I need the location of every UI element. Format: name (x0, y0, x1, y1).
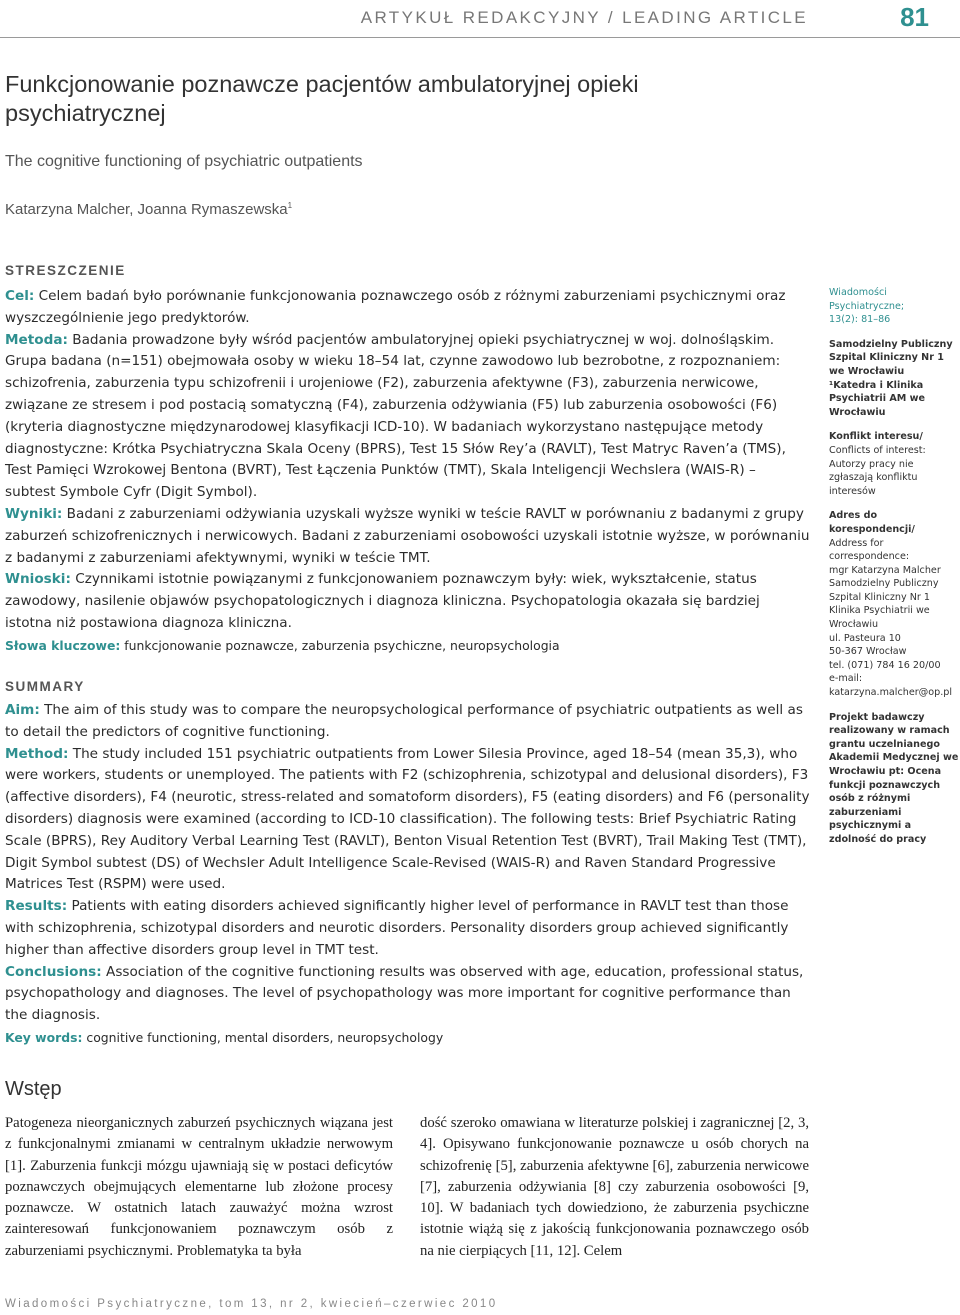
conclusions-text: Association of the cognitive functioning results was observed with age, education, professional status, psychopathology and diagnoses. The level of psychopathology was more important for cognitive performance than the diagnosis. (5, 963, 804, 1024)
abstract-pl-conclusions (5, 569, 810, 634)
author-affiliation-mark: 1 (287, 201, 293, 210)
conflict-text: Autorzy pracy nie zgłaszają konfliktu interesów (829, 458, 918, 497)
abstract-en (5, 700, 810, 1049)
address-heading-en: Address for correspondence: (829, 537, 910, 563)
journal-volume: 13(2): 81–86 (829, 314, 891, 326)
aim-label: Aim: (5, 702, 40, 718)
aim-label: Cel: (5, 288, 35, 304)
correspondence-address (829, 509, 959, 699)
article-title: Funkcjonowanie poznawcze pacjentów ambulatoryjnej opieki psychiatrycznej (5, 71, 639, 126)
method-text: The study included 151 psychiatric outpatients from Lower Silesia Province, aged 18–54 (mean 35,3), who were workers, students or unemployed. The patients with F2 (schizophrenia, schizotypal and delusional disorders), F3 (affective disorders), F4 (neurotic, stress-related and somatoform disorders), F5 (eating disorders) and F6 (personality disorders) diagnosis were examined (according to ICD-10 classification). The following tests: Brief Psychiatric Rating Scale (BPRS), Rey Auditory Verbal Learning Test (RAVLT), Benton Visual Retention Test (BVRT), Trail Making Test (TMT), Digit Symbol subtest (DS) of Wechsler Adult Intelligence Scale-Revised (WAIS-R) and Raven Standard Progressive Matrices Test (RSPM) were used. (5, 745, 810, 893)
intro-heading: Wstęp (5, 1078, 62, 1100)
conclusions-label: Conclusions: (5, 963, 102, 980)
affiliation-2: ¹Katedra i Klinika Psychiatrii AM we Wrocławiu (829, 379, 926, 418)
intro-column-2: dość szeroko omawiana w literaturze polskiej i zagranicznej [2, 3, 4]. Opisywano funkcjonowanie poznawcze u osób chorych na schizofrenię [5], zaburzenia afektywne [6], zaburzenia nerwicowe [7], zaburzenia odżywiania [8] czy zaburzenia osobowości [9, 10]. W badaniach tych dowiedziono, że zaburzenia psychiczne istotnie wiążą się z jakością funkcjonowania poznawczego osób na nie cierpiących [11, 12]. Celem (420, 1115, 809, 1259)
method-label: Metoda: (5, 331, 68, 348)
conclusions-text: Czynnikami istotnie powiązanymi z funkcjonowaniem poznawczym były: wiek, wykształcenie, status zawodowy, nasilenie objawów psychopatologicznych i diagnoza kliniczna. Psychopatologia okazała się bardziej istotna niż postawiona diagnoza kliniczna. (5, 571, 760, 631)
section-label: ARTYKUŁ REDAKCYJNY / LEADING ARTICLE (360, 8, 808, 27)
address-city: 50-367 Wrocław (829, 646, 907, 658)
article-subtitle: The cognitive functioning of psychiatric outpatients (5, 153, 363, 170)
abstract-en-results (5, 896, 810, 961)
conflict-heading-en: Conflicts of interest: (829, 444, 926, 456)
affiliation-1: Samodzielny Publiczny Szpital Kliniczny Nr 1 we Wrocławiu (829, 338, 953, 377)
address-phone: tel. (071) 784 16 20/00 (829, 659, 941, 671)
conflict-heading: Konflikt interesu/ (829, 431, 923, 443)
abstract-pl-heading: STRESZCZENIE (5, 263, 126, 278)
authors-text: Katarzyna Malcher, Joanna Rymaszewska (5, 201, 288, 218)
grant-note (829, 711, 959, 847)
abstract-pl-aim (5, 286, 810, 330)
conclusions-label: Wnioski: (5, 571, 71, 588)
results-text: Badani z zaburzeniami odżywiania uzyskali wyższe wyniki w teście RAVLT w porównaniu z badanymi z grupy zaburzeń schizofrenicznych i nerwicowych. Badani z zaburzeniami osobowości uzyskali istotnie wyższe, w porównaniu z badanymi z zaburzeniami afektywnymi, wyniki w teście TMT. (5, 505, 810, 566)
sidebar-metadata (829, 286, 959, 858)
results-label: Wyniki: (5, 505, 63, 522)
abstract-en-keywords (5, 1027, 810, 1049)
keywords-text: cognitive functioning, mental disorders, neuropsychology (86, 1029, 444, 1045)
abstract-pl (5, 286, 810, 657)
abstract-en-method (5, 744, 810, 897)
results-text: Patients with eating disorders achieved significantly higher level of performance in RAVLT test than those with schizophrenia, schizotypal disorders and neurotic disorders. Personality disorders group achieved significantly higher than affective disorders group level in TMT test. (5, 898, 789, 958)
aim-text: The aim of this study was to compare the neuropsychological performance of psychiatric outpatients as well as to detail the predictors of cognitive functioning. (5, 702, 803, 740)
keywords-text: funkcjonowanie poznawcze, zaburzenia psychiczne, neuropsychologia (124, 637, 560, 653)
abstract-en-conclusions (5, 962, 810, 1027)
method-text: Badania prowadzone były wśród pacjentów ambulatoryjnej opieki psychiatrycznej w woj. dolnośląskim. Grupa badana (n=151) obejmowała osoby w wieku 18–54 lat, czynne zawodowo lub bezrobotne, z rozpoznaniem: schizofrenia, zaburzenia typu schizofrenii i urojeniowe (F2), zaburzenia afektywne (F3), zaburzenia nerwicowe, związane ze stresem i pod postacią somatyczną (F4), zaburzenia odżywiania (F5) lub zaburzenia osobowości (F6) (kryteria diagnostyczne międzynarodowej klasyfikacji ICD-10). W badaniach wykorzystano następujące metody diagnostyczne: Krótka Psychiatryczna Skala Oceny (BPRS), Test 15 Słów Rey’a (RAVLT), Test Matryc Raven’a (TMS), Test Pamięci Wzrokowej Bentona (BVRT), Test Łączenia Punktów (TMT), Skala Inteligencji Wechslera (WAIS-R) – subtest Symbole Cyfr (Digit Symbol). (5, 331, 786, 501)
keywords-label: Słowa kluczowe: (5, 637, 121, 653)
intro-column-1: Patogeneza nieorganicznych zaburzeń psychicznych wiązana jest z funkcjonalnymi zmianami w centralnym układzie nerwowym [1]. Zaburzenia funkcji mózgu ujawniają się w postaci deficytów poznawczych obejmujących elementarne lub złożone procesy poznawcze. W ostatnich latach zauważyć można wzrost zainteresowań funkcjonowaniem poznawczym osób z zaburzeniami psychicznymi. Problematyka ta była (5, 1115, 393, 1259)
page-number: 81 (900, 2, 929, 32)
method-label: Method: (5, 745, 69, 762)
author-list (5, 201, 292, 218)
email-address: katarzyna.malcher@op.pl (829, 687, 953, 699)
abstract-pl-results (5, 504, 810, 569)
address-heading: Adres do korespondencji/ (829, 510, 915, 535)
journal-name: Wiadomości Psychiatryczne; (829, 287, 905, 312)
aim-text: Celem badań było porównanie funkcjonowania poznawczego osób z różnymi zaburzeniami psychicznymi oraz wyszczególnienie jego predyktorów. (5, 288, 786, 326)
affiliations (829, 338, 959, 420)
abstract-en-aim (5, 700, 810, 744)
journal-citation (829, 286, 959, 327)
email-label: e-mail: (829, 673, 863, 685)
address-department: Klinika Psychiatrii we Wrocławiu (829, 605, 930, 631)
conflict-of-interest (829, 430, 959, 498)
abstract-pl-keywords (5, 635, 810, 657)
page-footer: Wiadomości Psychiatryczne, tom 13, nr 2, kwiecień–czerwiec 2010 (5, 1298, 498, 1310)
abstract-pl-method (5, 330, 810, 504)
keywords-label: Key words: (5, 1029, 83, 1045)
grant-text: Projekt badawczy realizowany w ramach grantu uczelnianego Akademii Medycznej we Wrocławiu pt: Ocena funkcji poznawczych osób z różnymi zaburzeniami psychicznymi a zdolność do pracy (829, 711, 959, 845)
address-institution: Samodzielny Publiczny Szpital Kliniczny Nr 1 (829, 578, 939, 603)
header-rule (0, 37, 960, 38)
address-street: ul. Pasteura 10 (829, 632, 901, 644)
address-name: mgr Katarzyna Malcher (829, 564, 941, 576)
abstract-en-heading: SUMMARY (5, 679, 85, 694)
results-label: Results: (5, 898, 68, 915)
